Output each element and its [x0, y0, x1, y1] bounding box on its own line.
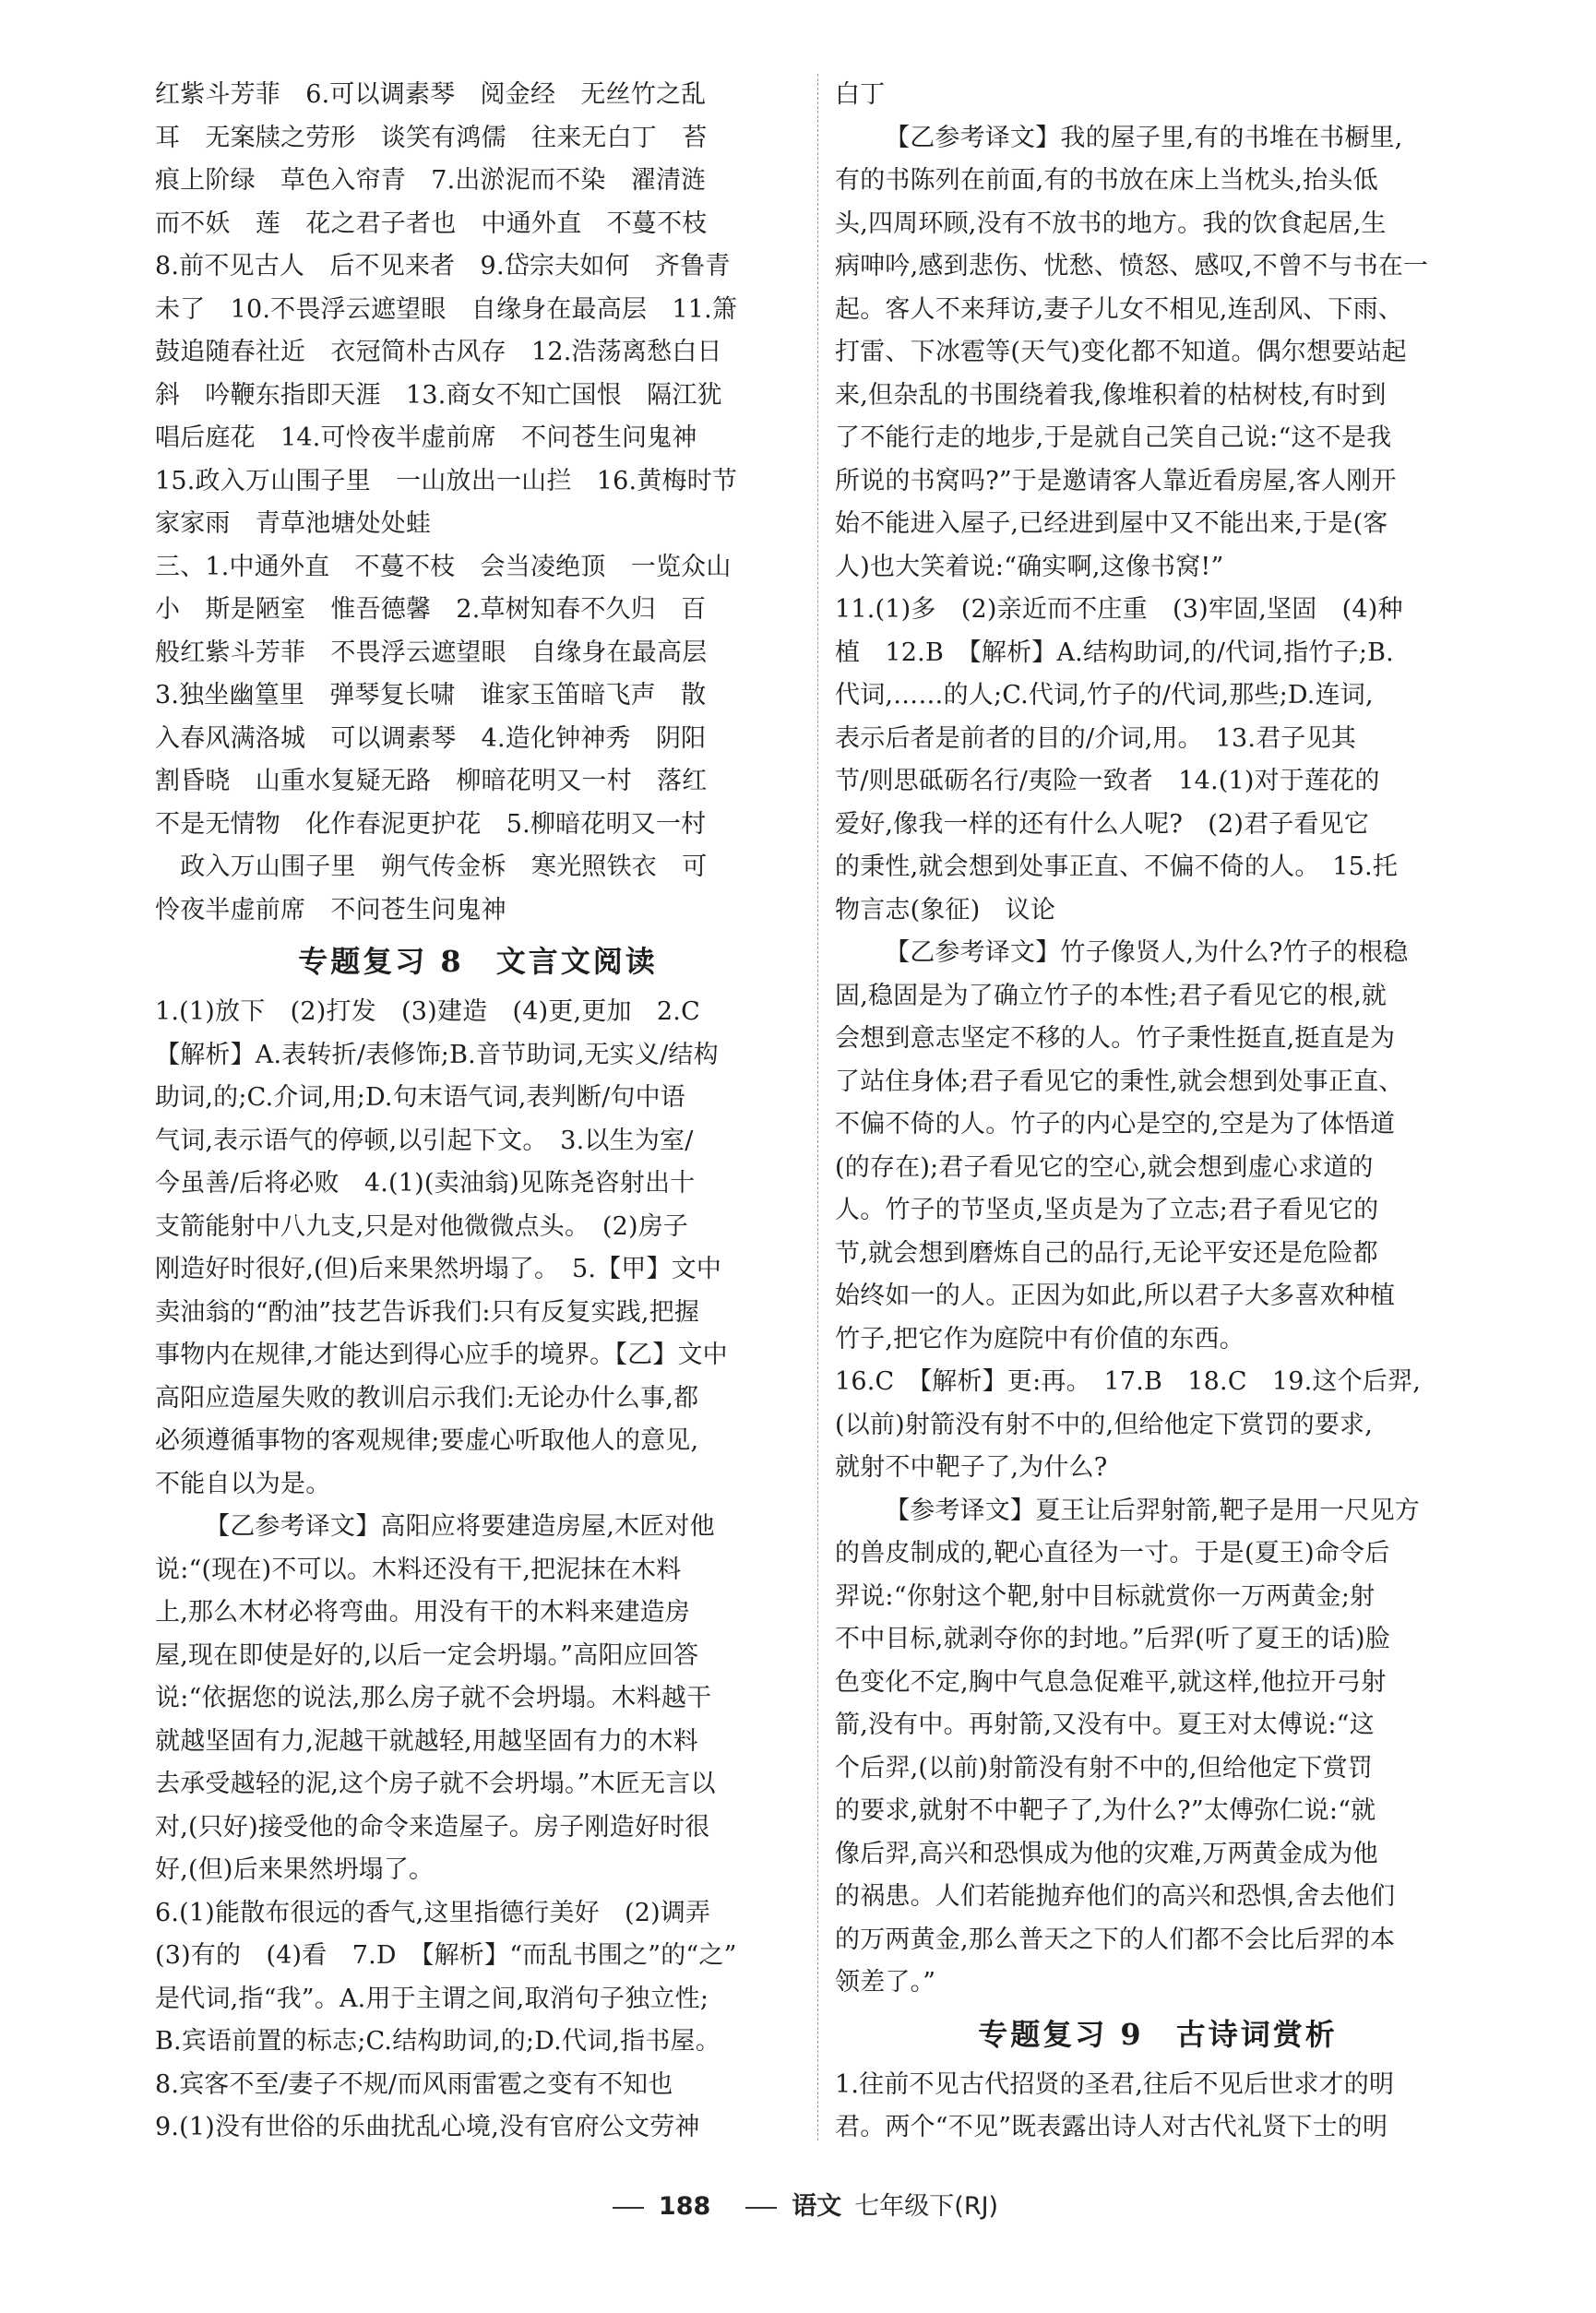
- text-line: 唱后庭花 14.可怜夜半虚前席 不问苍生问鬼神: [155, 423, 697, 452]
- section-heading: 专题复习 8 文言文阅读: [298, 944, 658, 979]
- text-line: (3)有的 (4)看 7.D 【解析】“而乱书围之”的“之”: [155, 1941, 737, 1970]
- text-line: 人。竹子的节坚贞,坚贞是为了立志;君子看见它的: [835, 1196, 1379, 1224]
- text-line: 家家雨 青草池塘处处蛙: [155, 509, 432, 538]
- text-line: 就射不中靶子了,为什么?: [835, 1453, 1108, 1482]
- text-line: B.宾语前置的标志;C.结构助词,的;D.代词,指书屋。: [155, 2027, 721, 2056]
- text-line: 【乙参考译文】我的屋子里,有的书堆在书橱里,: [885, 123, 1403, 152]
- text-line: 好,(但)后来果然坍塌了。: [155, 1855, 435, 1884]
- text-line: 对,(只好)接受他的命令来造屋子。房子刚造好时很: [155, 1812, 710, 1842]
- text-line: 的兽皮制成的,靶心直径为一寸。于是(夏王)命令后: [835, 1539, 1390, 1568]
- footer-dash-left: [613, 2207, 644, 2209]
- text-line: 色变化不定,胸中气息急促难平,就这样,他拉开弓射: [835, 1667, 1387, 1697]
- text-line: (的存在);君子看见它的空心,就会想到虚心求道的: [835, 1152, 1374, 1182]
- text-line: 的要求,就射不中靶子了,为什么?”太傅弥仁说:“就: [835, 1796, 1376, 1825]
- text-line: 节/则思砥砺名行/夷险一致者 14.(1)对于莲花的: [835, 767, 1380, 795]
- left-column: [155, 74, 801, 2140]
- text-line: 君。两个“不见”既表露出诗人对古代礼贤下士的明: [835, 2113, 1388, 2140]
- text-line: 【乙参考译文】高阳应将要建造房屋,木匠对他: [205, 1512, 715, 1541]
- section-heading: 专题复习 9 古诗词赏析: [978, 2016, 1338, 2052]
- text-line: 未了 10.不畏浮云遮望眼 自缘身在最高层 11.箫: [155, 294, 738, 324]
- text-line: 不偏不倚的人。竹子的内心是空的,空是为了体悟道: [835, 1110, 1396, 1139]
- text-line: 来,但杂乱的书围绕着我,像堆积着的枯树枝,有时到: [835, 380, 1387, 410]
- text-line: 8.宾客不至/妻子不规/而风雨雷雹之变有不知也: [155, 2069, 673, 2099]
- column-divider: [817, 74, 818, 2140]
- text-line: 领差了。”: [835, 1968, 936, 1997]
- text-line: 始终如一的人。正因为如此,所以君子大多喜欢种植: [835, 1282, 1396, 1310]
- text-line: 物言志(象征) 议论: [835, 895, 1056, 924]
- text-line: 助词,的;C.介词,用;D.句末语气词,表判断/句中语: [155, 1083, 685, 1112]
- text-line: 红紫斗芳菲 6.可以调素琴 阅金经 无丝竹之乱: [155, 80, 707, 109]
- text-line: 6.(1)能散布很远的香气,这里指德行美好 (2)调弄: [155, 1898, 711, 1927]
- text-line: 斜 吟鞭东指即天涯 13.商女不知亡国恨 隔江犹: [155, 380, 722, 410]
- text-line: 高阳应造屋失败的教训启示我们:无论办什么事,都: [155, 1383, 699, 1413]
- text-line: 刚造好时很好,(但)后来果然坍塌了。 5.【甲】文中: [155, 1255, 722, 1283]
- text-line: 16.C 【解析】更:再。 17.B 18.C 19.这个后羿,: [835, 1367, 1421, 1396]
- text-line: 9.(1)没有世俗的乐曲扰乱心境,没有官府公文劳神: [155, 2113, 700, 2140]
- text-line: 割昏晓 山重水复疑无路 柳暗花明又一村 落红: [155, 767, 708, 795]
- footer-grade: 七年级下(RJ): [854, 2192, 999, 2221]
- text-line: 箭,没有中。再射箭,又没有中。夏王对太傅说:“这: [835, 1711, 1375, 1739]
- text-line: 是代词,指“我”。A.用于主谓之间,取消句子独立性;: [155, 1984, 709, 2013]
- text-line: 起。客人不来拜访,妻子儿女不相见,连刮风、下雨、: [835, 294, 1403, 324]
- text-line: 说:“依据您的说法,那么房子就不会坍塌。木料越干: [155, 1684, 712, 1712]
- page-number: 188: [658, 2192, 711, 2221]
- text-line: 小 斯是陋室 惟吾德馨 2.草树知春不久归 百: [155, 595, 707, 624]
- text-line: 所说的书窝吗?”于是邀请客人靠近看房屋,客人刚开: [835, 466, 1397, 495]
- text-line: 始不能进入屋子,已经进到屋中又不能出来,于是(客: [835, 509, 1388, 538]
- text-line: 了站住身体;君子看见它的秉性,就会想到处事正直、: [835, 1067, 1404, 1096]
- text-line: 屋,现在即使是好的,以后一定会坍塌。”高阳应回答: [155, 1640, 699, 1670]
- text-line: 【乙参考译文】竹子像贤人,为什么?竹子的根稳: [885, 938, 1409, 967]
- right-column: [835, 74, 1481, 2140]
- text-line: 入春风满洛城 可以调素琴 4.造化钟神秀 阴阳: [155, 723, 707, 753]
- text-line: 固,稳固是为了确立竹子的本性;君子看见它的根,就: [835, 981, 1388, 1010]
- text-line: 头,四周环顾,没有不放书的地方。我的饮食起居,生: [835, 209, 1387, 238]
- text-line: 【解析】A.表转折/表修饰;B.音节助词,无实义/结构: [155, 1040, 719, 1069]
- text-line: 【参考译文】夏王让后羿射箭,靶子是用一尺见方: [885, 1496, 1420, 1525]
- text-line: 耳 无案牍之劳形 谈笑有鸿儒 往来无白丁 苔: [155, 123, 708, 152]
- text-line: 病呻吟,感到悲伤、忧愁、愤怒、感叹,不曾不与书在一: [835, 252, 1429, 280]
- text-line: 节,就会想到磨炼自己的品行,无论平安还是危险都: [835, 1238, 1378, 1268]
- text-line: 爱好,像我一样的还有什么人呢? (2)君子看见它: [835, 809, 1370, 839]
- text-line: 般红紫斗芳菲 不畏浮云遮望眼 自缘身在最高层: [155, 638, 708, 667]
- text-line: 植 12.B 【解析】A.结构助词,的/代词,指竹子;B.: [835, 638, 1394, 667]
- text-line: 而不妖 莲 花之君子者也 中通外直 不蔓不枝: [155, 209, 708, 238]
- text-line: 不是无情物 化作春泥更护花 5.柳暗花明又一村: [155, 809, 707, 839]
- text-line: 白丁: [835, 80, 886, 109]
- text-line: 1.往前不见古代招贤的圣君,往后不见后世求才的明: [835, 2069, 1395, 2099]
- text-line: 的秉性,就会想到处事正直、不偏不倚的人。 15.托: [835, 852, 1399, 881]
- text-line: 人)也大笑着说:“确实啊,这像书窝!”: [835, 552, 1224, 581]
- text-line: 政入万山围子里 朔气传金柝 寒光照铁衣 可: [155, 852, 708, 881]
- footer-subject: 语文: [792, 2192, 842, 2221]
- footer-dash-right: [745, 2207, 777, 2209]
- page-footer: [0, 2188, 1596, 2225]
- text-line: 不能自以为是。: [155, 1469, 331, 1498]
- text-line: 表示后者是前者的目的/介词,用。 13.君子见其: [835, 723, 1356, 753]
- text-line: 有的书陈列在前面,有的书放在床上当枕头,抬头低: [835, 166, 1378, 195]
- text-line: 气词,表示语气的停顿,以引起下文。 3.以生为室/: [155, 1126, 694, 1155]
- text-line: 羿说:“你射这个靶,射中目标就赏你一万两黄金;射: [835, 1581, 1376, 1611]
- text-line: 说:“(现在)不可以。木料还没有干,把泥抹在木料: [155, 1555, 682, 1584]
- text-line: 11.(1)多 (2)亲近而不庄重 (3)牢固,坚固 (4)种: [835, 595, 1403, 624]
- text-line: 今虽善/后将必败 4.(1)(卖油翁)见陈尧咨射出十: [155, 1169, 696, 1198]
- text-line: (以前)射箭没有射不中的,但给他定下赏罚的要求,: [835, 1410, 1374, 1439]
- text-line: 不中目标,就剥夺你的封地。”后羿(听了夏王的话)脸: [835, 1625, 1390, 1653]
- text-line: 去承受越轻的泥,这个房子就不会坍塌。”木匠无言以: [155, 1770, 716, 1798]
- text-line: 代词,……的人;C.代词,竹子的/代词,那些;D.连词,: [835, 681, 1374, 709]
- text-line: 了不能行走的地步,于是就自己笑自己说:“这不是我: [835, 423, 1392, 452]
- text-line: 怜夜半虚前席 不问苍生问鬼神: [155, 895, 506, 924]
- text-line: 个后羿,(以前)射箭没有射不中的,但给他定下赏罚: [835, 1753, 1374, 1782]
- text-line: 必须遵循事物的客观规律;要虚心听取他人的意见,: [155, 1426, 699, 1455]
- text-line: 3.独坐幽篁里 弹琴复长啸 谁家玉笛暗飞声 散: [155, 681, 707, 709]
- text-line: 就越坚固有力,泥越干就越轻,用越坚固有力的木料: [155, 1726, 698, 1756]
- text-line: 上,那么木材必将弯曲。用没有干的木料来建造房: [155, 1598, 690, 1627]
- text-line: 痕上阶绿 草色入帘青 7.出淤泥而不染 濯清涟: [155, 166, 707, 195]
- text-line: 三、1.中通外直 不蔓不枝 会当凌绝顶 一览众山: [155, 552, 732, 581]
- text-line: 1.(1)放下 (2)打发 (3)建造 (4)更,更加 2.C: [155, 997, 700, 1026]
- text-line: 打雷、下冰雹等(天气)变化都不知道。偶尔想要站起: [835, 338, 1407, 366]
- text-line: 鼓追随春社近 衣冠简朴古风存 12.浩荡离愁白日: [155, 338, 722, 366]
- text-line: 的祸患。人们若能抛弃他们的高兴和恐惧,舍去他们: [835, 1882, 1396, 1911]
- text-line: 竹子,把它作为庭院中有价值的东西。: [835, 1324, 1245, 1353]
- text-line: 事物内在规律,才能达到得心应手的境界。【乙】文中: [155, 1341, 728, 1369]
- text-line: 8.前不见古人 后不见来者 9.岱宗夫如何 齐鲁青: [155, 252, 731, 280]
- text-line: 支箭能射中八九支,只是对他微微点头。 (2)房子: [155, 1211, 689, 1241]
- text-line: 的万两黄金,那么普天之下的人们都不会比后羿的本: [835, 1925, 1396, 1954]
- text-line: 15.政入万山围子里 一山放出一山拦 16.黄梅时节: [155, 466, 738, 495]
- text-line: 像后羿,高兴和恐惧成为他的灾难,万两黄金成为他: [835, 1839, 1378, 1868]
- text-line: 卖油翁的“酌油”技艺告诉我们:只有反复实践,把握: [155, 1297, 700, 1327]
- text-line: 会想到意志坚定不移的人。竹子秉性挺直,挺直是为: [835, 1024, 1396, 1053]
